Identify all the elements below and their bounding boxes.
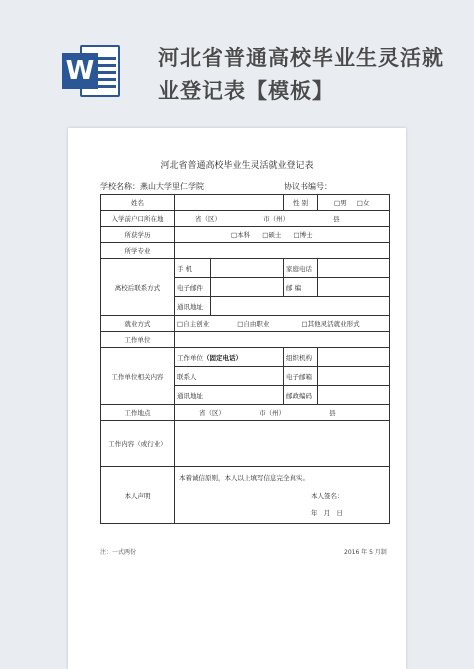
contact-label: 离校后联系方式 [101,259,175,316]
declaration-text: 本着诚信原则，本人以上填写信息完全真实。 [179,474,309,482]
school-name-line [100,181,204,192]
gender-male-checkbox[interactable]: □男 [334,199,347,207]
org-code-field[interactable] [318,348,390,367]
declaration-cell [175,467,390,524]
work-unit-label: 工作单位 [101,332,175,348]
name-field[interactable] [175,195,284,211]
work-unit-field[interactable] [175,332,390,348]
gender-options [318,195,390,211]
degree-label: 所获学历 [101,227,175,243]
word-letter-badge: W [62,53,98,89]
declaration-label: 本人声明 [101,467,175,524]
work-province: 省（区） [199,409,225,417]
degree-master-checkbox[interactable]: □硕士 [262,231,282,239]
email-field[interactable] [211,278,284,297]
address-field[interactable] [211,297,390,316]
hukou-province: 省（区） [195,215,221,223]
degree-bachelor-checkbox[interactable]: □本科 [231,231,251,239]
employment-type-label: 就业方式 [101,316,175,332]
work-location-field[interactable] [175,405,390,421]
job-content-label: 工作内容（或行业） [101,421,175,467]
word-icon [62,43,122,99]
agreement-number-label: 协议书编号： [284,182,332,191]
unit-email-label: 电子邮箱 [284,367,318,386]
degree-doctor-checkbox[interactable]: □博士 [293,231,313,239]
degree-options [175,227,390,243]
unit-postcode-field[interactable] [318,386,390,405]
work-county: 县 [329,409,336,417]
postcode-field[interactable] [318,278,390,297]
unit-address-label: 通讯地址 [175,386,284,405]
unit-phone-label [175,348,284,367]
registration-form [100,194,390,524]
emp-self-checkbox[interactable]: □自主创业 [177,320,210,328]
hukou-city: 市（州） [263,215,290,223]
name-label: 姓名 [101,195,175,211]
signature-label: 本人签名： [311,492,344,500]
date-label: 年 月 日 [311,509,343,517]
unit-email-field[interactable] [318,367,390,386]
mobile-label: 手 机 [175,259,211,278]
page-title: 河北省普通高校毕业生灵活就业登记表【模板】 [158,46,444,103]
job-content-field[interactable] [175,421,390,467]
hukou-county: 县 [333,215,340,223]
emp-other-checkbox[interactable]: □其他灵活就业形式 [301,320,360,328]
footnote-date: 2016 年 5 月制 [344,549,387,556]
unit-phone-bold: （固定电话） [203,353,242,362]
school-value: 燕山大学里仁学院 [140,182,204,191]
major-label: 所学专业 [101,243,175,259]
home-phone-label: 家庭电话 [284,259,318,278]
document-title: 河北省普通高校毕业生灵活就业登记表 [160,161,314,171]
org-code-label: 组织机构 [284,348,318,367]
unit-postcode-label: 邮政编码 [284,386,318,405]
document-preview [68,128,406,669]
email-label: 电子邮件 [175,278,211,297]
mobile-field[interactable] [211,259,284,278]
hukou-field[interactable] [175,211,390,227]
footnote-copies: 注：一式两份 [100,549,137,556]
employment-type-options [175,316,390,332]
gender-female-checkbox[interactable]: □女 [356,199,370,207]
home-phone-field[interactable] [318,259,390,278]
emp-freelance-checkbox[interactable]: □自由职业 [237,320,270,328]
major-field[interactable] [175,243,390,259]
school-label: 学校名称： [100,182,140,191]
hukou-label: 入学前户口所在地 [101,211,175,227]
work-location-label: 工作地点 [101,405,175,421]
gender-label: 性 别 [284,195,318,211]
work-city: 市（州） [259,409,286,417]
postcode-label: 邮 编 [284,278,318,297]
address-label: 通讯地址 [175,297,211,316]
unit-info-label: 工作单位相关内容 [101,348,175,405]
unit-phone-prefix: 工作单位 [177,353,203,362]
contact-person-label: 联系人 [175,367,284,386]
